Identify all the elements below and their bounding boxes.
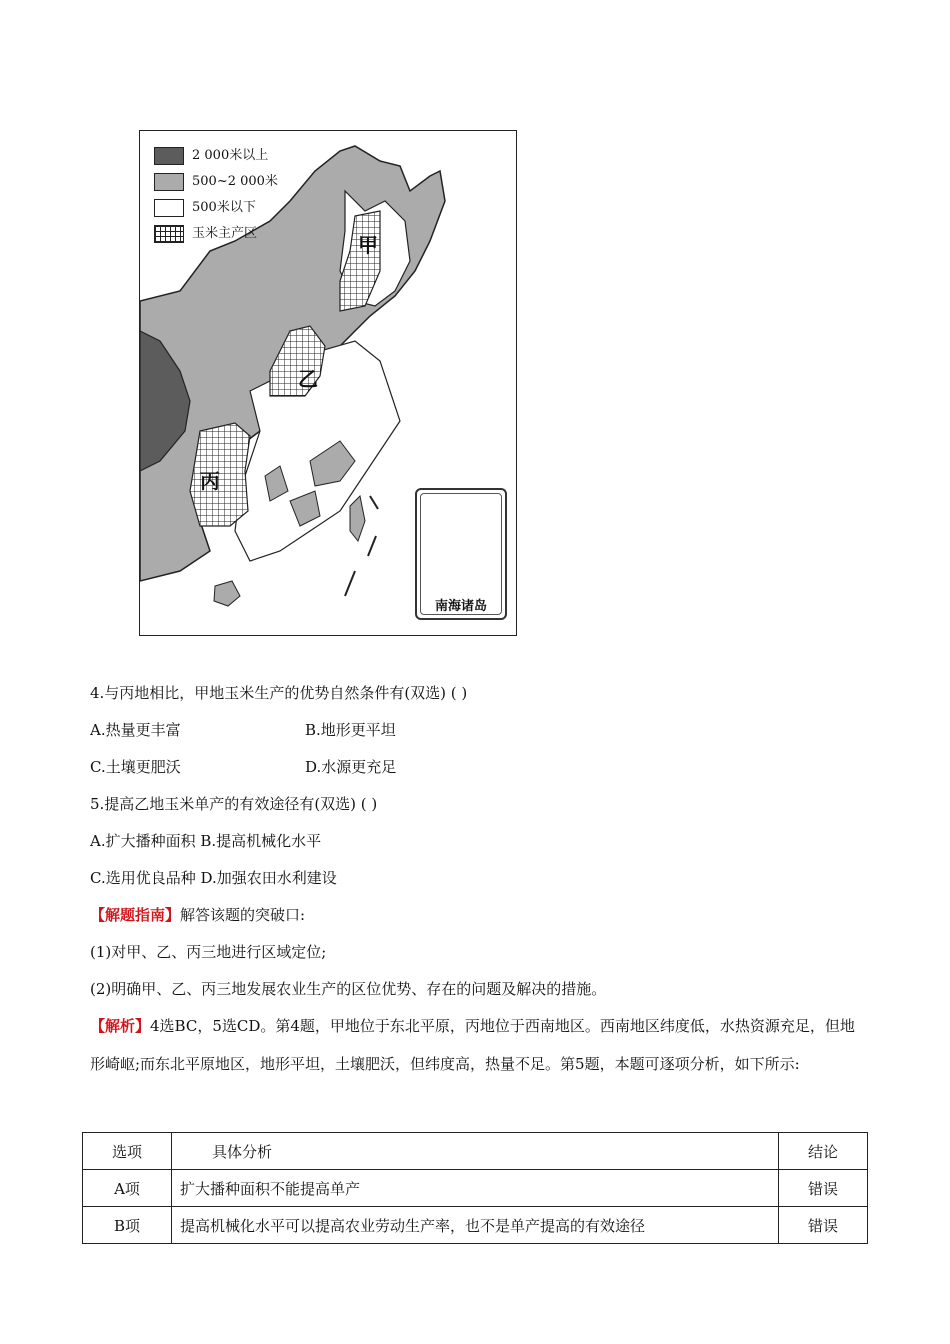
analysis-text: 4选BC，5选CD。第4题，甲地位于东北平原，丙地位于西南地区。西南地区纬度低，水热资源充足，但地形崎岖;而东北平原地区，地形平坦，土壤肥沃，但纬度高，热量不足。第5题，本题可逐项分析，如下所示: [90,1017,855,1073]
legend-item [154,221,278,247]
analysis-paragraph [90,1007,860,1083]
table-cell: 错误 [779,1207,868,1244]
question-5-stem: 5.提高乙地玉米单产的有效途径有(双选) ( ) [90,795,378,813]
table-cell: B项 [83,1207,172,1244]
analysis-tag: 【解析】 [90,1017,151,1035]
map-label-yi: 乙 [298,367,318,391]
table-cell: 提高机械化水平可以提高农业劳动生产率，也不是单产提高的有效途径 [172,1207,779,1244]
q4-option-d: D.水源更充足 [305,758,397,776]
q5-options-ab: A.扩大播种面积 B.提高机械化水平 [90,832,322,850]
q5-options-cd: C.选用优良品种 D.加强农田水利建设 [90,869,337,887]
legend-item [154,143,278,169]
legend-swatch-grid [154,225,184,243]
south-china-sea-inset [415,488,507,620]
legend-swatch-white [154,199,184,217]
q4-option-b: B.地形更平坦 [305,721,396,739]
map-legend [154,143,278,247]
table-row [83,1207,868,1244]
legend-swatch-dark [154,147,184,165]
table-cell: A项 [83,1170,172,1207]
table-header: 选项 [83,1133,172,1170]
legend-label: 玉米主产区 [192,226,258,241]
question-4-stem: 4.与丙地相比，甲地玉米生产的优势自然条件有(双选) ( ) [90,684,468,702]
legend-item [154,169,278,195]
table-header: 结论 [779,1133,868,1170]
map-label-bing: 丙 [200,469,220,493]
island-hainan [214,581,240,606]
table-header-row [83,1133,868,1170]
legend-swatch-mid [154,173,184,191]
china-relief-map [139,130,517,636]
legend-label: 500~2 000米 [192,174,278,189]
table-header: 具体分析 [172,1133,779,1170]
legend-label: 2 000米以上 [192,148,269,163]
table-cell: 错误 [779,1170,868,1207]
analysis-table [82,1132,868,1244]
corn-zone-bing [190,423,250,526]
island-taiwan [350,496,365,541]
guide-heading [90,904,305,925]
guide-text: 解答该题的突破口: [180,906,306,924]
legend-item [154,195,278,221]
guide-item-1: (1)对甲、乙、丙三地进行区域定位; [90,943,327,961]
q4-option-c: C.土壤更肥沃 [90,758,181,776]
legend-label: 500米以下 [192,200,256,215]
table-cell: 扩大播种面积不能提高单产 [172,1170,779,1207]
guide-item-2: (2)明确甲、乙、丙三地发展农业生产的区位优势、存在的问题及解决的措施。 [90,980,607,998]
inset-label: 南海诸岛 [434,599,487,614]
table-row [83,1170,868,1207]
map-label-jia: 甲 [358,233,378,257]
q4-option-a: A.热量更丰富 [90,721,181,739]
guide-tag: 【解题指南】 [90,906,181,924]
